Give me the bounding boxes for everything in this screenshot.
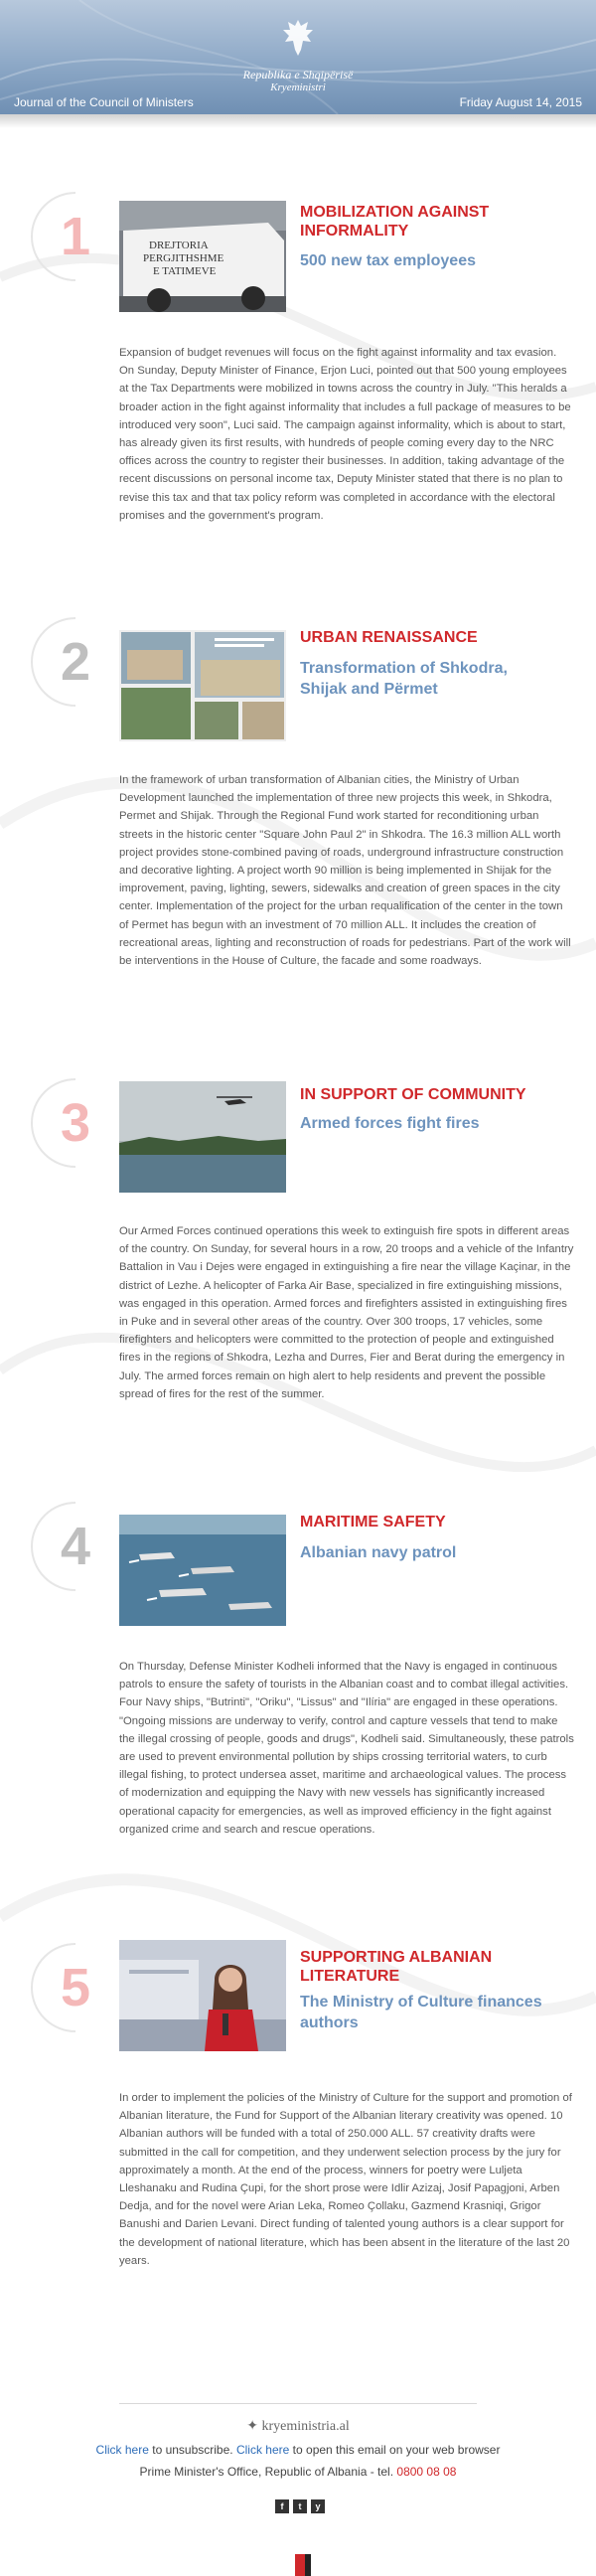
article-subtitle: Armed forces fight fires bbox=[300, 1115, 480, 1132]
office-text: Prime Minister's Office, Republic of Albania - tel. bbox=[139, 2465, 394, 2479]
article-subtitle: The Ministry of Culture finances authors bbox=[300, 1994, 542, 2031]
footer-links-row bbox=[0, 2443, 596, 2457]
article-body: Expansion of budget revenues will focus on the fight against informality and tax evasion. On Sunday, Deputy Minister of Finance, Erjon Luci, pointed out that 500 young employees at the Tax Departments were mobilized in towns across the country in July. "This heralds a broader action in the fight against informality that includes a full package of measures to be introduced very soon", Luci said. The campaign against informality, which is about to start, has already given its first results, with hundreds of people coming every day to the NRC offices across the country to register their businesses. In addition, taking advantage of the recent discussions on personal income tax, Deputy Minister stated that there is no plan to revise this tax and that tax policy reform was completed in accordance with the electoral promises and the government's program. bbox=[119, 347, 571, 522]
article-subtitle: Albanian navy patrol bbox=[300, 1544, 457, 1561]
article-number: 5 bbox=[60, 1958, 91, 2017]
article-number: 4 bbox=[60, 1517, 91, 1576]
article-title: MARITIME SAFETY bbox=[300, 1514, 446, 1530]
header-shadow bbox=[0, 114, 596, 128]
van-text-line-3: E TATIMEVE bbox=[153, 265, 217, 277]
open-browser-link[interactable]: Click here bbox=[235, 2443, 290, 2457]
unsubscribe-text: to unsubscribe. bbox=[152, 2443, 233, 2457]
phone-number[interactable]: 0800 08 08 bbox=[396, 2465, 457, 2479]
article-photo-minister-speaking bbox=[119, 1940, 286, 2051]
article-title: IN SUPPORT OF COMMUNITY bbox=[300, 1086, 526, 1103]
article-body: In the framework of urban transformation of Albanian cities, the Ministry of Urban Development launched the implementation of three new projects this week, in Shkodra, Permet and Shijak. Through the Regional Fund work started for reconditioning urban streets in the historic center "Square John Paul 2" in Shkodra. The 16.3 million ALL worth project provides stone-combined paving of roads, underground infrastructure construction and decorative lighting. A project worth 90 million is being implemented in Shijak for the improvement, paving, lighting, sewers, sidewalks and creation of green spaces in the city center. Implementation of the project for the urban requalification of the center in the town of Permet has begun with an investment of 70 million ALL. It includes the creation of recreational areas, lighting and reconstruction of roads for pedestrians. Part of the work will be interventions in the House of Culture, the facade and some roadways. bbox=[119, 774, 571, 968]
unsubscribe-link[interactable]: Click here bbox=[95, 2443, 149, 2457]
browser-text: to open this email on your web browser bbox=[292, 2443, 501, 2457]
double-headed-eagle-icon bbox=[280, 16, 316, 60]
article-number: 3 bbox=[60, 1093, 91, 1153]
article-photo-urban-render bbox=[119, 630, 286, 741]
article-photo-navy-boats bbox=[119, 1515, 286, 1626]
article-body: Our Armed Forces continued operations this week to extinguish fire spots in different areas of the country. On Sunday, for several hours in a row, 20 troops and a vehicle of the Infantry Battalion in Vau i Dejes were engaged in extinguishing a fire near the village Kaçinar, in the district of Lezhe. A helicopter of Farka Air Base, specialized in fire extinguishing missions, was engaged in this operation. Armed forces and firefighters assisted in extinguishing fires in Puke and in several other areas of the country. Over 300 troops, 17 vehicles, some firefighters and helicopters were committed to the protection of people and extinguished fires in the regions of Shkodra, Lezha and Durres, Fier and Berat during the emergency in July. The armed forces remain on high alert to help residents and prevent the possible spread of fires for the rest of the summer. bbox=[119, 1225, 574, 1400]
article-number: 2 bbox=[60, 632, 91, 692]
footer-site-name: kryeministria.al bbox=[261, 2419, 350, 2434]
masthead-republic: Republika e Shqipërisë bbox=[242, 68, 354, 81]
footer-site-logo bbox=[0, 2418, 596, 2435]
twitter-icon[interactable]: t bbox=[293, 2499, 307, 2513]
issue-date: Friday August 14, 2015 bbox=[459, 95, 582, 109]
article-body: In order to implement the policies of the Ministry of Culture for the support and promotion of Albanian literature, the Fund for Support of the Albanian literary creativity was opened. 10 Albanian authors will be funded with a total of 250.000 ALL. 57 creativity drafts were submitted in the call for competition, and they underwent selection process by the jury for approximately a month. At the end of the process, winners for poetry were Luljeta Lleshanaku and Rudina Çupi, for the short prose were Idlir Azizaj, Josif Papagjoni, Arben Dedja, and for the novel were Arian Leka, Romeo Çollaku, Gazmend Krasniqi, Grigor Banushi and Darien Levani. Direct funding of talented young authors is a clear support for the development of national literature, which has been absent in the literature of the last 20 years. bbox=[119, 2092, 572, 2267]
article-subtitle: 500 new tax employees bbox=[300, 252, 476, 269]
article-subtitle: Transformation of Shkodra, Shijak and Përmet bbox=[300, 660, 508, 698]
article-title: SUPPORTING ALBANIAN LITERATURE bbox=[300, 1949, 493, 1985]
youtube-icon[interactable]: y bbox=[311, 2499, 325, 2513]
footer-contact-row bbox=[0, 2465, 596, 2479]
article-photo-tax-van bbox=[119, 201, 286, 312]
flag-stripe-black bbox=[305, 2554, 311, 2576]
footer-divider bbox=[119, 2403, 477, 2404]
article-title: URBAN RENAISSANCE bbox=[300, 629, 478, 646]
article-number: 1 bbox=[60, 207, 91, 266]
van-text-line-2: PERGJITHSHME bbox=[143, 252, 224, 264]
article-title: MOBILIZATION AGAINST INFORMALITY bbox=[300, 204, 490, 240]
header-banner bbox=[0, 0, 596, 114]
eagle-small-icon: ✦ bbox=[246, 2419, 258, 2434]
article-body: On Thursday, Defense Minister Kodheli informed that the Navy is engaged in continuous patrols to ensure the safety of tourists in the Albanian coast and to combat illegal activities. Four Navy ships, "Butrinti", "Oriku", "Lissus" and "Ilíria" are engaged in these operations. "Ongoing missions are underway to verify, control and capture vessels that tend to make the illegal crossing of people, goods and drugs", Kodheli said. Simultaneously, these patrols are used to prevent environmental pollution by ships crossing territorial waters, to curb illegal fishing, to protect undersea asset, maritime and archaeological values. The process of modernization and equipping the Navy with new vessels has significantly increased operational capacity for emergencies, as well as improved efficiency in the fight against organized crime and search and rescue operations. bbox=[119, 1661, 574, 1836]
flag-stripe-red bbox=[295, 2554, 305, 2576]
journal-title: Journal of the Council of Ministers bbox=[14, 95, 194, 109]
masthead-prime-minister: Kryeministri bbox=[270, 81, 326, 93]
facebook-icon[interactable]: f bbox=[275, 2499, 289, 2513]
article-photo-helicopter-lake bbox=[119, 1081, 286, 1193]
van-text-line-1: DREJTORIA bbox=[149, 240, 209, 251]
